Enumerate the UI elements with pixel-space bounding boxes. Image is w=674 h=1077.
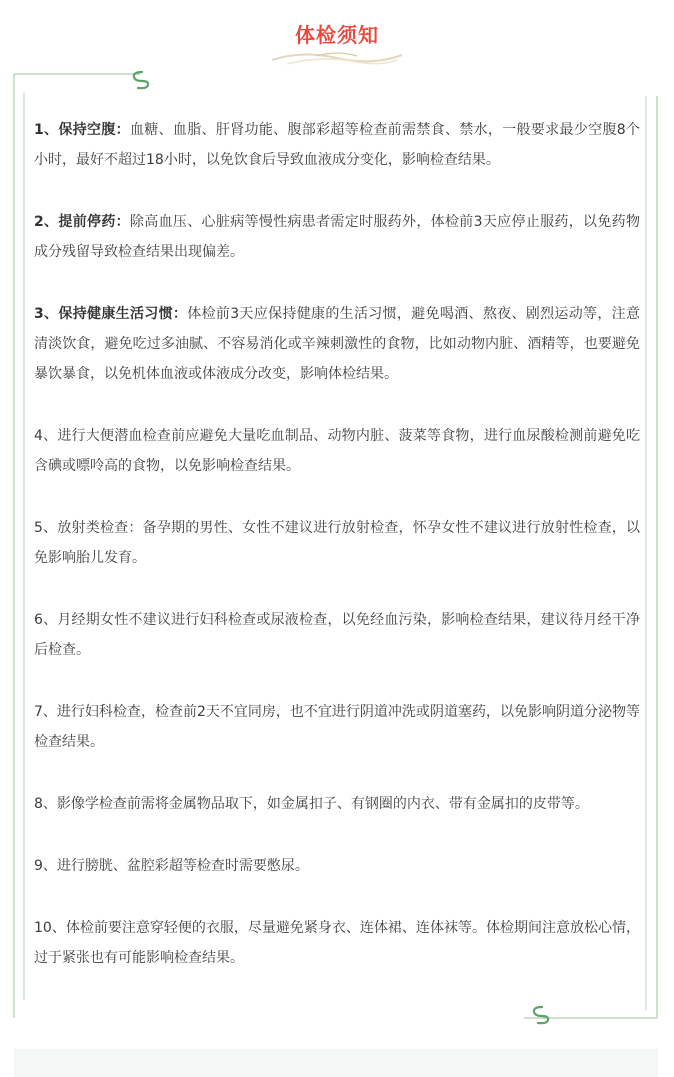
notice-item: [34, 513, 640, 573]
notice-item: [34, 789, 640, 819]
notice-item: [34, 605, 640, 665]
notice-item: [34, 697, 640, 757]
notice-heading: 3、保持健康生活习惯：: [34, 306, 188, 322]
notice-heading: 2、提前停药：: [34, 214, 130, 230]
notice-text: 体检前3天应保持健康的生活习惯，避免喝酒、熬夜、剧烈运动等，注意清淡饮食，避免吃过多油腻、不容易消化或辛辣刺激性的食物，比如动物内脏、酒精等，也要避免暴饮暴食，以免机体血液或体液成分改变，影响体检结果。: [34, 306, 641, 382]
notice-text: 9、进行膀胱、盆腔彩超等检查时需要憋尿。: [34, 858, 309, 874]
notice-text: 6、月经期女性不建议进行妇科检查或尿液检查，以免经血污染，影响检查结果，建议待月经干净后检查。: [34, 612, 640, 658]
notice-list: [34, 115, 640, 1005]
notice-item: [34, 913, 640, 973]
notice-item: [34, 421, 640, 481]
notice-text: 除高血压、心脏病等慢性病患者需定时服药外，体检前3天应停止服药，以免药物成分残留导致检查结果出现偏差。: [34, 214, 640, 260]
notice-text: 10、体检前要注意穿轻便的衣服，尽量避免紧身衣、连体裙、连体袜等。体检期间注意放松心情，过于紧张也有可能影响检查结果。: [34, 920, 640, 966]
notice-text: 血糖、血脂、肝肾功能、腹部彩超等检查前需禁食、禁水，一般要求最少空腹8个小时，最好不超过18小时，以免饮食后导致血液成分变化，影响检查结果。: [34, 122, 640, 168]
notice-text: 8、影像学检查前需将金属物品取下，如金属扣子、有钢圈的内衣、带有金属扣的皮带等。: [34, 796, 589, 812]
notice-item: [34, 299, 640, 389]
page-title: 体检须知: [295, 23, 379, 47]
notice-item: [34, 115, 640, 175]
footer-panel: [14, 1049, 658, 1077]
notice-text: 4、进行大便潜血检查前应避免大量吃血制品、动物内脏、菠菜等食物，进行血尿酸检测前避免吃含碘或嘌呤高的食物，以免影响检查结果。: [34, 428, 640, 474]
notice-text: 7、进行妇科检查，检查前2天不宜同房，也不宜进行阴道冲洗或阴道塞药，以免影响阴道分泌物等检查结果。: [34, 704, 640, 750]
notice-item: [34, 207, 640, 267]
notice-heading: 1、保持空腹：: [34, 122, 130, 138]
notice-item: [34, 851, 640, 881]
notice-text: 5、放射类检查：备孕期的男性、女性不建议进行放射检查，怀孕女性不建议进行放射性检查，以免影响胎儿发育。: [34, 520, 640, 566]
